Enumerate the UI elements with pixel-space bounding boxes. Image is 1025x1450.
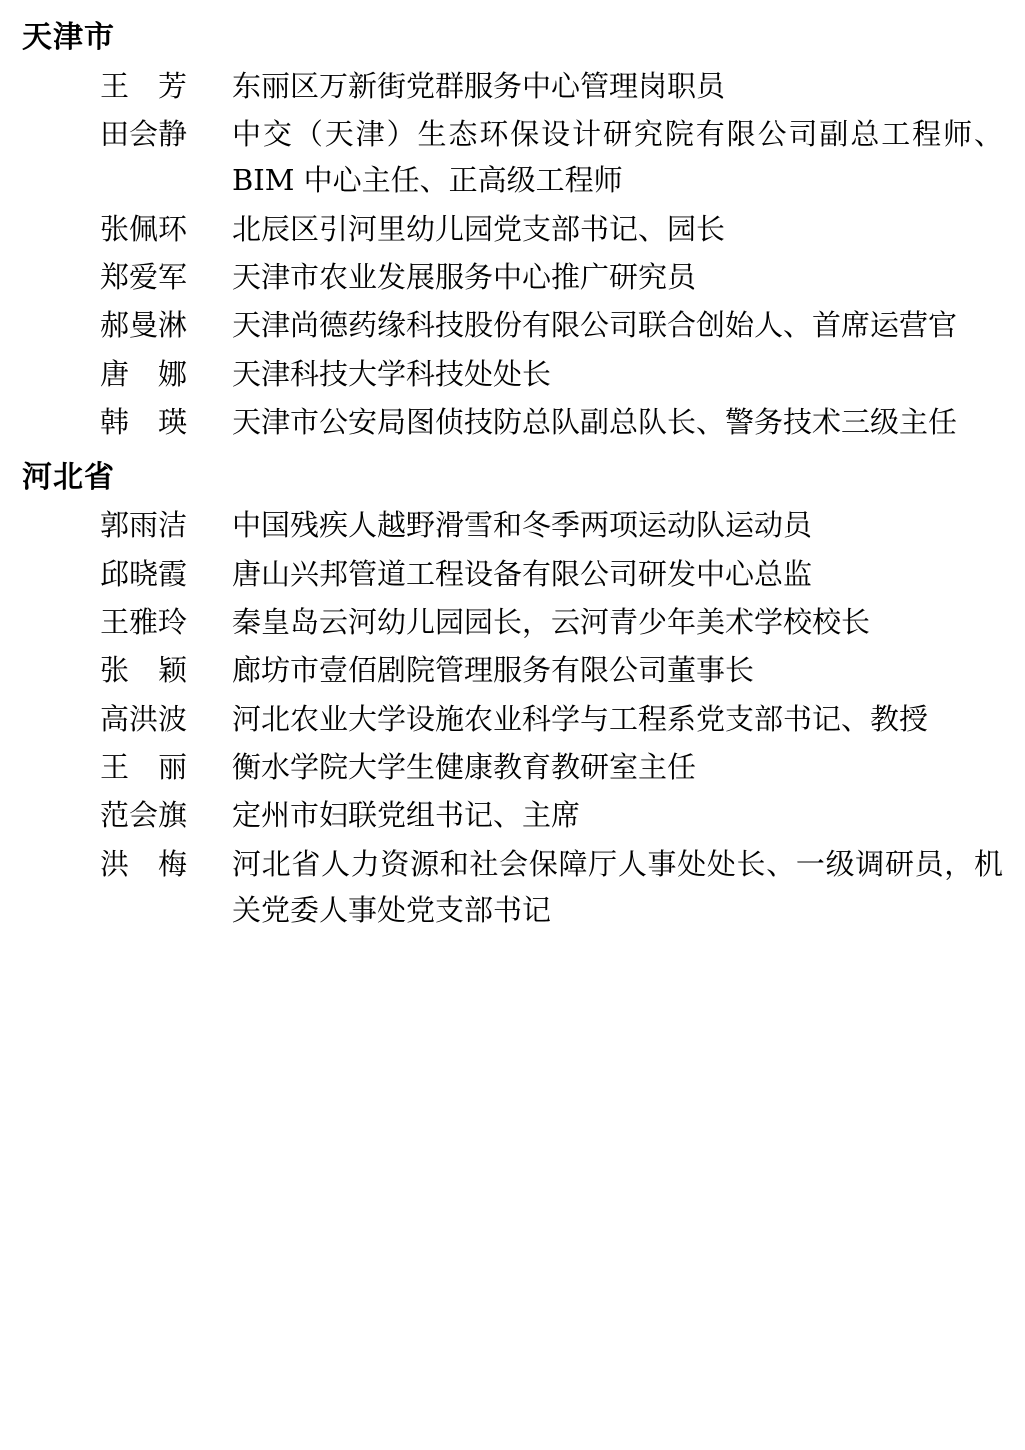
- list-item: [0, 696, 1025, 742]
- list-item: [0, 351, 1025, 397]
- list-item: [0, 206, 1025, 252]
- person-title: 廊坊市壹佰剧院管理服务有限公司董事长: [232, 653, 755, 688]
- list-item: [0, 111, 1025, 204]
- top-spacer: [0, 0, 1025, 18]
- person-title: 天津科技大学科技处处长: [232, 356, 552, 391]
- list-item: [0, 63, 1025, 109]
- person-title: 北辰区引河里幼儿园党支部书记、园长: [232, 211, 726, 246]
- person-name: 郭雨洁: [100, 508, 188, 543]
- list-item: [0, 599, 1025, 645]
- person-name: 王 芳: [100, 68, 188, 103]
- person-title: 河北农业大学设施农业科学与工程系党支部书记、教授: [232, 701, 929, 736]
- person-title: 天津市公安局图侦技防总队副总队长、警务技术三级主任: [232, 405, 958, 440]
- person-name: 王 丽: [100, 750, 188, 785]
- person-name: 郑爱军: [100, 260, 188, 295]
- person-name: 洪 梅: [100, 846, 188, 881]
- section-tianjin: [0, 18, 1025, 446]
- person-name: 高洪波: [100, 701, 188, 736]
- section-title: 河北省: [22, 459, 115, 495]
- person-name: 王雅玲: [100, 604, 188, 639]
- person-name: 张 颖: [100, 653, 188, 688]
- list-item: [0, 647, 1025, 693]
- person-name: 韩 瑛: [100, 405, 188, 440]
- list-item: [0, 551, 1025, 597]
- person-title: 中国残疾人越野滑雪和冬季两项运动队运动员: [232, 508, 813, 543]
- list-item: [0, 399, 1025, 445]
- section-hebei: [0, 458, 1025, 934]
- person-name: 张佩环: [100, 211, 188, 246]
- person-title: 唐山兴邦管道工程设备有限公司研发中心总监: [232, 556, 813, 591]
- list-item: [0, 502, 1025, 548]
- person-name: 郝曼淋: [100, 308, 188, 343]
- person-title: 衡水学院大学生健康教育教研室主任: [232, 750, 697, 785]
- person-title: 天津尚德药缘科技股份有限公司联合创始人、首席运营官: [232, 308, 958, 343]
- list-item: [0, 254, 1025, 300]
- person-title: 天津市农业发展服务中心推广研究员: [232, 260, 697, 295]
- person-title: 中交（天津）生态环保设计研究院有限公司副总工程师、BIM 中心主任、正高级工程师: [232, 116, 1003, 198]
- person-name: 唐 娜: [100, 356, 188, 391]
- list-item: [0, 841, 1025, 934]
- list-item: [0, 302, 1025, 348]
- person-title: 定州市妇联党组书记、主席: [232, 798, 581, 833]
- list-item: [0, 792, 1025, 838]
- section-gap: [0, 448, 1025, 458]
- list-item: [0, 744, 1025, 790]
- person-title: 秦皇岛云河幼儿园园长，云河青少年美术学校校长: [232, 604, 871, 639]
- person-title: 东丽区万新街党群服务中心管理岗职员: [232, 68, 726, 103]
- person-name: 邱晓霞: [100, 556, 188, 591]
- person-title: 河北省人力资源和社会保障厅人事处处长、一级调研员，机关党委人事处党支部书记: [232, 846, 1003, 928]
- section-title: 天津市: [22, 20, 115, 55]
- person-name: 范会旗: [100, 798, 188, 833]
- person-name: 田会静: [100, 116, 188, 151]
